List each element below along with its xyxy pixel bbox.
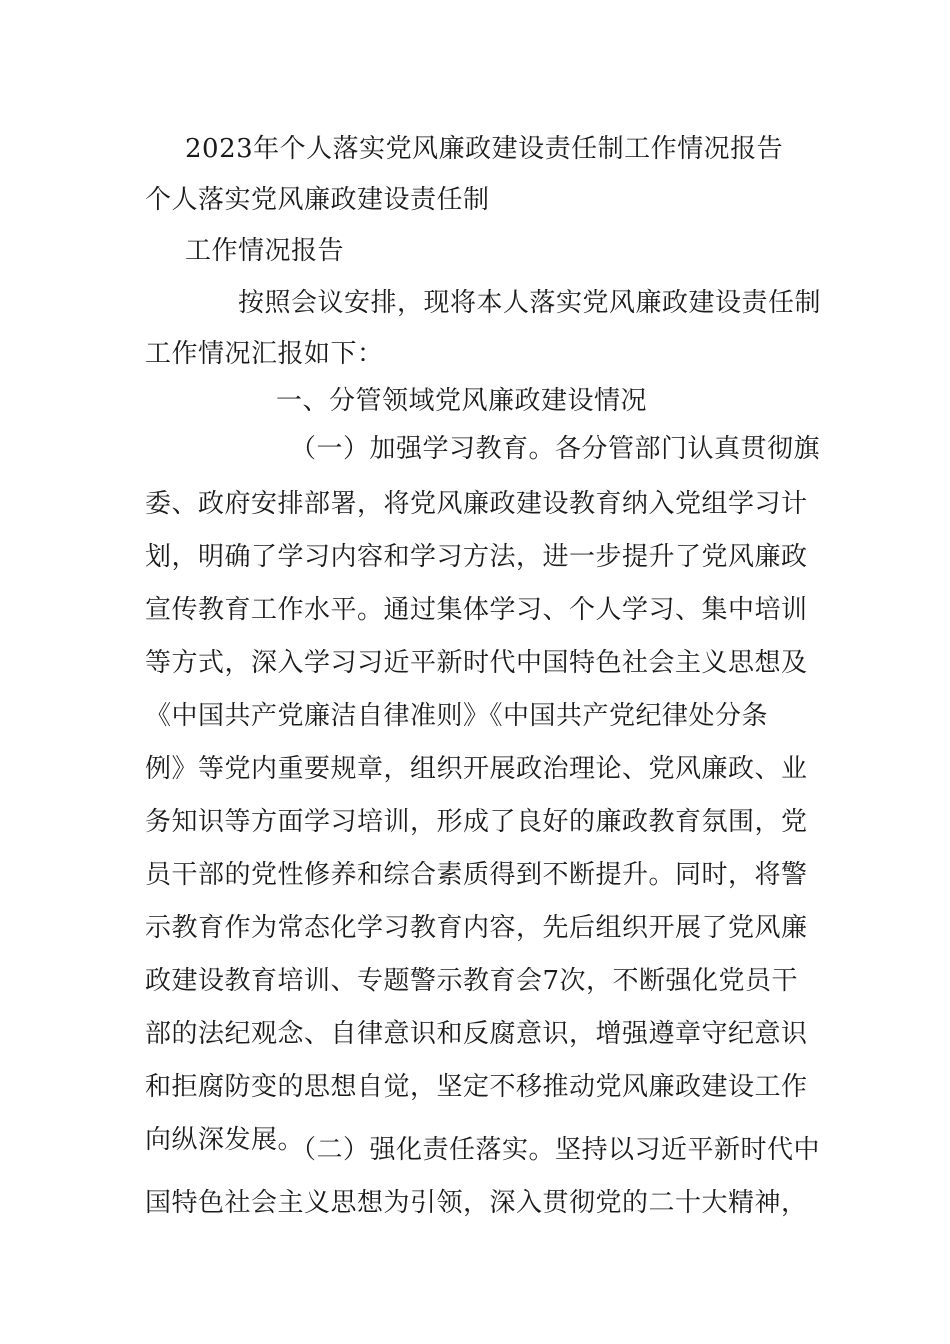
paragraph-line: （二）强化责任落实。坚持以习近平新时代中 — [290, 1135, 821, 1165]
paragraph-line: 示教育作为常态化学习教育内容，先后组织开展了党风廉 — [145, 913, 808, 943]
intro-line: 工作情况汇报如下： — [145, 339, 384, 369]
doc-title: 2023年个人落实党风廉政建设责任制工作情况报告 — [185, 134, 784, 164]
intro-line: 按照会议安排，现将本人落实党风廉政建设责任制 — [238, 288, 822, 318]
paragraph-line: 员干部的党性修养和综合素质得到不断提升。同时，将警 — [145, 860, 808, 890]
doc-subtitle-line1: 个人落实党风廉政建设责任制 — [145, 185, 490, 215]
paragraph-line: 国特色社会主义思想为引领，深入贯彻党的二十大精神， — [145, 1188, 808, 1218]
paragraph-line: 和拒腐防变的思想自觉，坚定不移推动党风廉政建设工作 — [145, 1072, 808, 1102]
paragraph-line: 向纵深发展。 — [145, 1125, 305, 1155]
paragraph-line: 委、政府安排部署，将党风廉政建设教育纳入党组学习计 — [145, 489, 808, 519]
paragraph-line: 《中国共产党廉洁自律准则》《中国共产党纪律处分条 — [145, 701, 769, 731]
paragraph-line: （一）加强学习教育。各分管部门认真贯彻旗 — [290, 434, 821, 464]
paragraph-line: 政建设教育培训、专题警示教育会7次，不断强化党员干 — [145, 966, 799, 996]
paragraph-line: 务知识等方面学习培训，形成了良好的廉政教育氛围，党 — [145, 807, 808, 837]
paragraph-line: 宣传教育工作水平。通过集体学习、个人学习、集中培训 — [145, 595, 808, 625]
paragraph-line: 例》等党内重要规章，组织开展政治理论、党风廉政、业 — [145, 754, 808, 784]
section-heading: 一、分管领域党风廉政建设情况 — [276, 386, 648, 416]
paragraph-line: 等方式，深入学习习近平新时代中国特色社会主义思想及 — [145, 648, 808, 678]
doc-subtitle-line2: 工作情况报告 — [185, 236, 345, 266]
paragraph-line: 划，明确了学习内容和学习方法，进一步提升了党风廉政 — [145, 542, 808, 572]
paragraph-line: 部的法纪观念、自律意识和反腐意识，增强遵章守纪意识 — [145, 1019, 808, 1049]
